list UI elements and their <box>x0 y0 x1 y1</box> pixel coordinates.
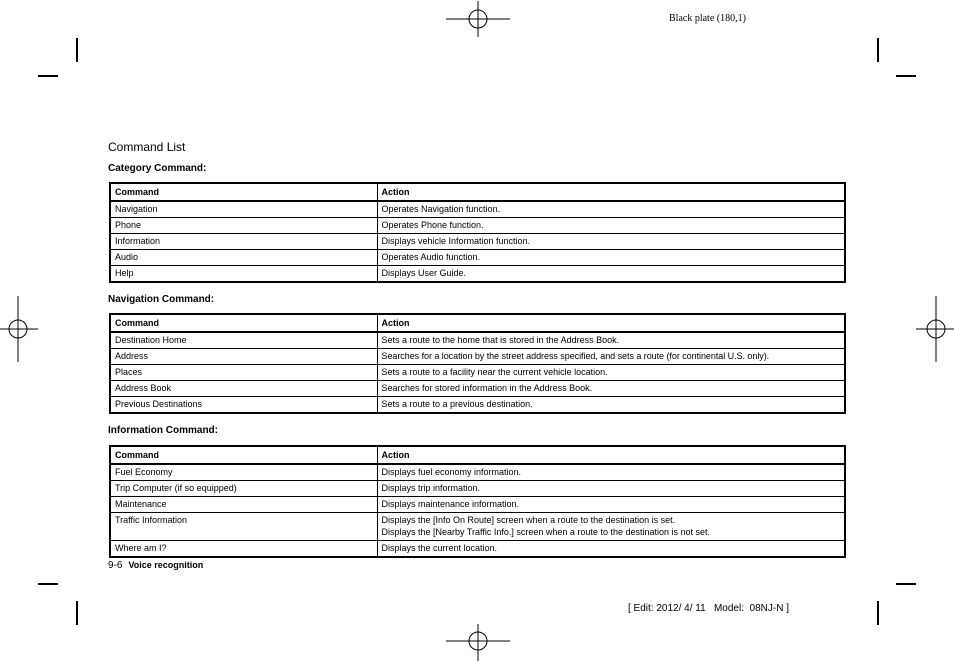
registration-mark-icon <box>916 296 954 362</box>
registration-mark-icon <box>446 1 510 39</box>
crop-mark <box>896 583 916 585</box>
command-cell: Address Book <box>110 381 377 397</box>
action-cell: Displays trip information. <box>377 481 845 497</box>
command-cell: Where am I? <box>110 541 377 558</box>
action-cell: Sets a route to a facility near the current vehicle location. <box>377 365 845 381</box>
crop-mark <box>896 75 916 77</box>
command-cell: Address <box>110 349 377 365</box>
plate-label: Black plate (180,1) <box>669 13 746 24</box>
crop-mark <box>76 38 78 62</box>
action-cell: Operates Navigation function. <box>377 201 845 218</box>
page-number: 9-6 <box>108 560 123 571</box>
table-row <box>110 513 845 541</box>
table-header-row <box>110 446 845 464</box>
registration-mark-icon <box>446 624 510 661</box>
edit-info: [ Edit: 2012/ 4/ 11 Model: 08NJ-N ] <box>628 603 790 614</box>
table-row <box>110 464 845 481</box>
command-cell: Maintenance <box>110 497 377 513</box>
column-header-command: Command <box>110 446 377 464</box>
command-cell: Audio <box>110 250 377 266</box>
page-footer <box>108 560 203 571</box>
table-row <box>110 481 845 497</box>
navigation-command-table <box>109 313 846 414</box>
crop-mark <box>877 38 879 62</box>
table-row <box>110 397 845 414</box>
table-row <box>110 266 845 283</box>
column-header-command: Command <box>110 183 377 201</box>
command-cell: Fuel Economy <box>110 464 377 481</box>
action-cell: Displays User Guide. <box>377 266 845 283</box>
information-command-table <box>109 445 846 558</box>
command-cell: Places <box>110 365 377 381</box>
table-row <box>110 541 845 558</box>
command-cell: Traffic Information <box>110 513 377 541</box>
table-row <box>110 234 845 250</box>
column-header-command: Command <box>110 314 377 332</box>
category-command-heading: Category Command: <box>108 163 207 174</box>
table-row <box>110 365 845 381</box>
column-header-action: Action <box>377 183 845 201</box>
category-command-table <box>109 182 846 283</box>
crop-mark <box>877 601 879 625</box>
table-row <box>110 497 845 513</box>
command-cell: Navigation <box>110 201 377 218</box>
action-cell: Displays maintenance information. <box>377 497 845 513</box>
action-cell: Displays fuel economy information. <box>377 464 845 481</box>
action-cell: Displays the current location. <box>377 541 845 558</box>
action-cell: Operates Phone function. <box>377 218 845 234</box>
registration-mark-icon <box>0 296 38 362</box>
command-cell: Phone <box>110 218 377 234</box>
table-row <box>110 349 845 365</box>
information-command-heading: Information Command: <box>108 425 218 436</box>
action-cell: Searches for a location by the street address specified, and sets a route (for continental U.S. only). <box>377 349 845 365</box>
action-cell: Searches for stored information in the Address Book. <box>377 381 845 397</box>
crop-mark <box>38 583 58 585</box>
page-title: Command List <box>108 140 186 154</box>
navigation-command-heading: Navigation Command: <box>108 294 215 305</box>
command-cell: Help <box>110 266 377 283</box>
table-row <box>110 218 845 234</box>
action-cell: Displays vehicle Information function. <box>377 234 845 250</box>
action-cell: Displays the [Info On Route] screen when a route to the destination is set. Displays the [Nearby Traffic Info.] screen when a route to the destination is not set. <box>377 513 845 541</box>
chapter-label: Voice recognition <box>128 560 204 570</box>
command-cell: Destination Home <box>110 332 377 349</box>
table-header-row <box>110 183 845 201</box>
command-cell: Previous Destinations <box>110 397 377 414</box>
table-row <box>110 250 845 266</box>
crop-mark <box>38 75 58 77</box>
column-header-action: Action <box>377 446 845 464</box>
table-header-row <box>110 314 845 332</box>
command-cell: Trip Computer (if so equipped) <box>110 481 377 497</box>
crop-mark <box>76 601 78 625</box>
table-row <box>110 201 845 218</box>
action-cell: Sets a route to the home that is stored in the Address Book. <box>377 332 845 349</box>
action-cell: Operates Audio function. <box>377 250 845 266</box>
table-row <box>110 332 845 349</box>
table-row <box>110 381 845 397</box>
command-cell: Information <box>110 234 377 250</box>
action-cell: Sets a route to a previous destination. <box>377 397 845 414</box>
column-header-action: Action <box>377 314 845 332</box>
